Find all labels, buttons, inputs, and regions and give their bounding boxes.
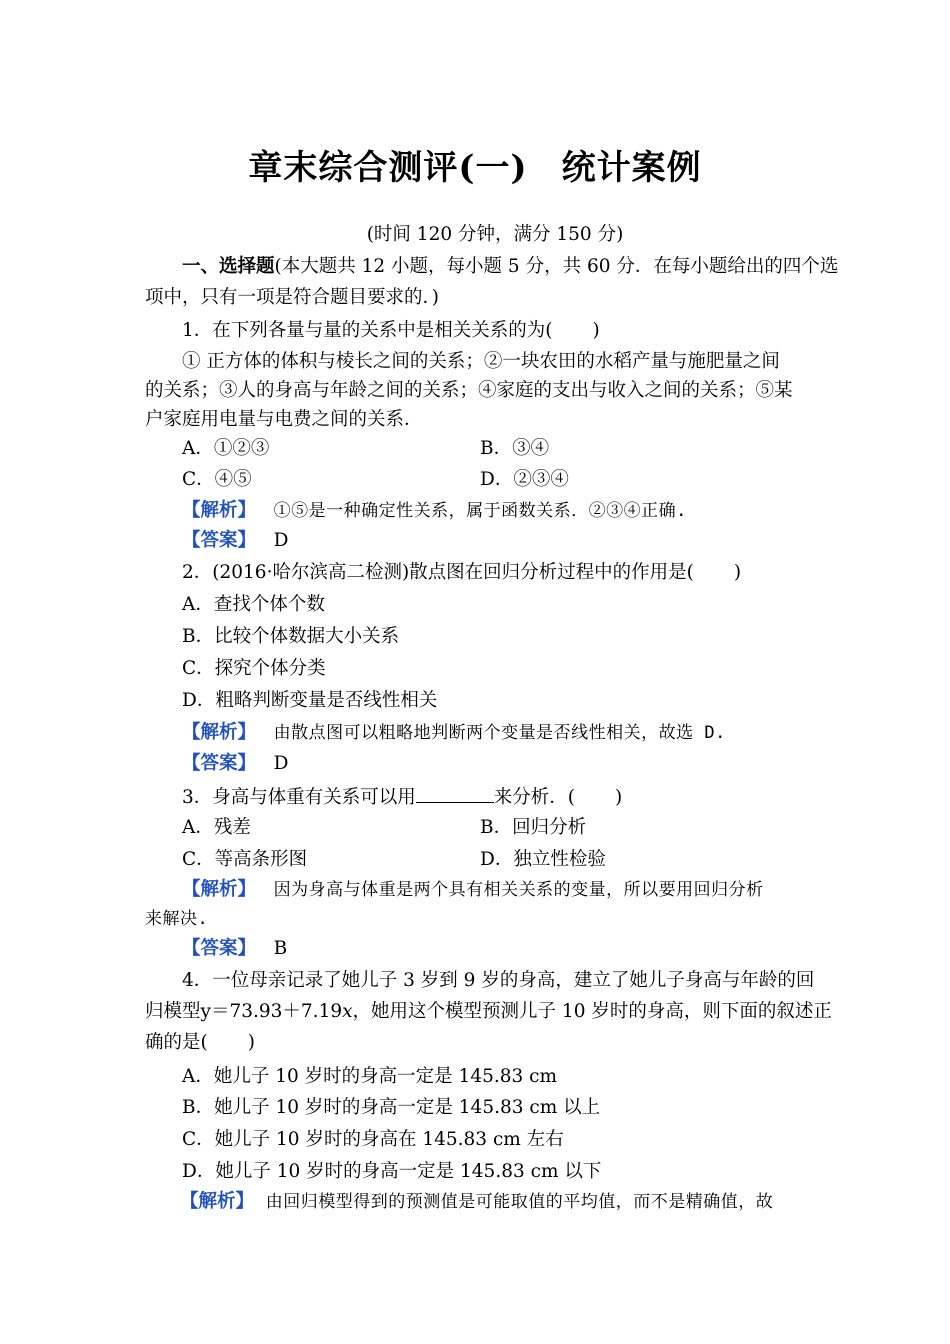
- q2-option-a: A．查找个体个数: [182, 594, 325, 615]
- q3-analysis-text-2: 来解决.: [145, 909, 209, 929]
- q3-option-a: A．残差: [182, 817, 251, 838]
- q4-option-d: D．她儿子 10 岁时的身高一定是 145.83 cm 以下: [182, 1161, 602, 1182]
- q4-option-a: A．她儿子 10 岁时的身高一定是 145.83 cm: [182, 1066, 558, 1087]
- q2-stem-text: 2．(2016·哈尔滨高二检测)散点图在回归分析过程中的作用是(: [182, 562, 694, 583]
- section-desc: (本大题共 12 小题，每小题 5 分，共 60 分．在每小题给出的四个选: [274, 256, 839, 277]
- section-desc-cont: 项中，只有一项是符合题目要求的．): [145, 287, 439, 308]
- q3-answer-value: B: [273, 938, 288, 959]
- q3-stem-text: 3．身高与体重有关系可以用: [182, 787, 416, 808]
- q1-stem-text: 1．在下列各量与量的关系中是相关关系的为(: [182, 320, 553, 341]
- q3-stem-text-2: 来分析．(: [493, 787, 575, 808]
- q4-option-c: C．她儿子 10 岁时的身高在 145.83 cm 左右: [182, 1129, 564, 1150]
- q3-blank: [416, 784, 494, 803]
- title-sub: 统计案例: [561, 148, 702, 188]
- q1-answer-value: D: [273, 530, 289, 551]
- q4-stem-3-text: 确的是(: [145, 1032, 208, 1053]
- q1-answer: [182, 529, 289, 553]
- q1-option-d: D．②③④: [480, 469, 569, 490]
- exam-info: (时间 120 分钟，满分 150 分): [366, 224, 624, 245]
- q3-option-b: B．回归分析: [480, 817, 587, 838]
- q4-stem-3: [145, 1031, 255, 1055]
- section-heading: [182, 255, 838, 279]
- q1-analysis: [182, 499, 687, 523]
- q2-answer: [182, 752, 289, 776]
- q3-stem: [182, 784, 622, 810]
- q3-option-c: C．等高条形图: [182, 849, 308, 870]
- q2-stem-paren: ): [733, 562, 742, 583]
- q1-option-b: B．③④: [480, 438, 550, 459]
- section-title: 一、选择题: [182, 256, 275, 277]
- q4-option-b: B．她儿子 10 岁时的身高一定是 145.83 cm 以上: [182, 1097, 601, 1118]
- answer-label: 【答案】: [182, 753, 257, 774]
- q2-option-b: B．比较个体数据大小关系: [182, 626, 400, 647]
- page-title: [0, 140, 950, 189]
- q2-analysis-text: 由散点图可以粗略地判断两个变量是否线性相关，故选 D.: [273, 723, 726, 743]
- q4-analysis: [180, 1190, 773, 1214]
- analysis-label: 【解析】: [182, 879, 257, 900]
- q3-analysis-cont: [145, 907, 208, 931]
- q1-body-3: 户家庭用电量与电费之间的关系．: [145, 409, 423, 430]
- analysis-label: 【解析】: [180, 1191, 255, 1212]
- analysis-label: 【解析】: [182, 722, 257, 743]
- q1-stem-paren: ): [592, 320, 600, 341]
- q4-stem-paren: ): [247, 1032, 255, 1053]
- q4-model-var: x: [342, 1001, 353, 1022]
- q4-stem-1: 4．一位母亲记录了她儿子 3 岁到 9 岁的身高，建立了她儿子身高与年龄的回: [182, 970, 815, 991]
- analysis-label: 【解析】: [182, 500, 257, 521]
- answer-label: 【答案】: [182, 938, 257, 959]
- q1-option-c: C．④⑤: [182, 469, 252, 490]
- answer-label: 【答案】: [182, 530, 257, 551]
- q3-answer: [182, 937, 287, 961]
- q1-analysis-text: ①⑤是一种确定性关系，属于函数关系．②③④正确.: [273, 501, 687, 521]
- q2-answer-value: D: [273, 753, 289, 774]
- q2-option-d: D．粗略判断变量是否线性相关: [182, 690, 438, 711]
- q4-stem-2-text: ，她用这个模型预测儿子 10 岁时的身高，则下面的叙述正: [352, 1001, 832, 1022]
- q3-analysis: [182, 878, 764, 902]
- q1-body-2: 的关系；③人的身高与年龄之间的关系；④家庭的支出与收入之间的关系；⑤某: [145, 380, 793, 401]
- q4-analysis-text: 由回归模型得到的预测值是可能取值的平均值，而不是精确值，故: [265, 1192, 774, 1212]
- q2-option-c: C．探究个体分类: [182, 658, 326, 679]
- q4-model: 归模型y＝73.93＋7.19: [145, 1001, 343, 1022]
- q1-option-a: A．①②③: [182, 438, 270, 459]
- q4-stem-2: [145, 1000, 832, 1024]
- q2-stem: [182, 561, 741, 585]
- title-main: 章末综合测评(一): [248, 148, 528, 188]
- q1-stem: [182, 319, 600, 343]
- q1-body-1: ① 正方体的体积与棱长之间的关系；②一块农田的水稻产量与施肥量之间: [182, 351, 780, 372]
- q3-stem-paren: ): [615, 787, 623, 808]
- q3-option-d: D．独立性检验: [480, 849, 606, 870]
- q3-analysis-text: 因为身高与体重是两个具有相关关系的变量，所以要用回归分析: [273, 880, 764, 900]
- q2-analysis: [182, 721, 726, 745]
